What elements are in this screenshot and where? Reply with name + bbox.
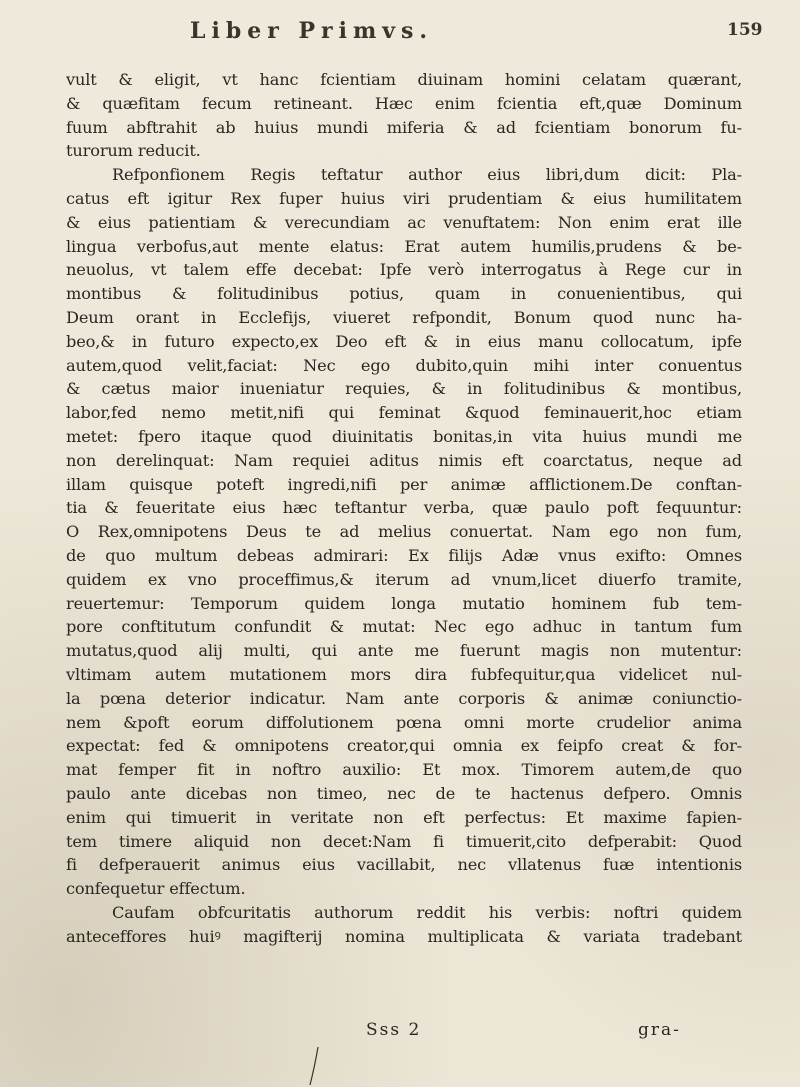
text-line: lingua verbofus,aut mente elatus: Erat autem humilis,prudens & be- (66, 236, 742, 256)
text-line: mat femper fit in noftro auxilio: Et mox. Timorem autem,de quo (66, 760, 742, 780)
text-line: vult & eligit, vt hanc fcientiam diuinam homini celatam quærant, (66, 70, 742, 89)
running-head: Liber Primvs. (190, 18, 434, 44)
text-line: non derelinquat: Nam requiei aditus nimis eft coarctatus, neque ad (66, 450, 742, 470)
text-line: Deum orant in Ecclefijs, viueret refpondit, Bonum quod nunc ha- (66, 307, 742, 327)
text-line: tem timere aliquid non decet:Nam fi timuerit,cito defperabit: Quod (66, 831, 742, 851)
catchword: gra- (638, 1020, 681, 1040)
text-line: fi defperauerit animus eius vacillabit, nec vllatenus fuæ intentionis (66, 855, 742, 875)
text-line: illam quisque poteft ingredi,nifi per animæ afflictionem.De conftan- (66, 474, 742, 494)
body-text (66, 68, 742, 948)
text-line: expectat: fed & omnipotens creator,qui omnia ex feipfo creat & for- (66, 736, 742, 756)
text-line: pore conftitutum confundit & mutat: Nec ego adhuc in tantum fum (66, 617, 742, 637)
text-line: quidem ex vno proceffimus,& iterum ad vnum,licet diuerfo tramite, (66, 569, 742, 589)
text-line: tia & feueritate eius hæc teftantur verba, quæ paulo poft fequuntur: (66, 498, 742, 518)
text-line: & cætus maior inueniatur requies, & in folitudinibus & montibus, (66, 379, 742, 399)
text-line: metet: fpero itaque quod diuinitatis bonitas,in vita huius mundi me (66, 426, 742, 446)
text-line: enim qui timuerit in veritate non eft perfectus: Et maxime fapien- (66, 807, 742, 827)
text-line: confequetur effectum. (66, 879, 246, 899)
text-line: beo,& in futuro expecto,ex Deo eft & in eius manu collocatum, ipfe (66, 331, 742, 351)
text-line: anteceffores huiꝰ magifterij nomina multiplicata & variata tradebant (66, 926, 742, 946)
text-line: turorum reducit. (66, 141, 201, 161)
text-line: la pœna deterior indicatur. Nam ante corporis & animæ coniunctio- (66, 688, 742, 708)
text-line: mutatus,quod alij multi, qui ante me fuerunt magis non mutentur: (66, 641, 742, 661)
text-line: catus eft igitur Rex fuper huius viri prudentiam & eius humilitatem (66, 188, 742, 208)
ink-stroke-icon (300, 1045, 330, 1087)
text-line: & eius patientiam & verecundiam ac venuftatem: Non enim erat ille (66, 212, 742, 232)
text-line: reuertemur: Temporum quidem longa mutatio hominem fub tem- (66, 593, 742, 613)
text-line: paulo ante dicebas non timeo, nec de te hactenus defpero. Omnis (66, 783, 742, 803)
text-line: autem,quod velit,faciat: Nec ego dubito,quin mihi inter conuentus (66, 355, 742, 375)
text-line: nem &poft eorum diffolutionem pœna omni morte crudelior anima (66, 712, 742, 732)
text-line: vltimam autem mutationem mors dira fubfequitur,qua videlicet nul- (66, 664, 742, 684)
text-line: & quæfitam fecum retineant. Hæc enim fcientia eft,quæ Dominum (66, 93, 742, 113)
text-line: O Rex,omnipotens Deus te ad melius conuertat. Nam ego non fum, (66, 522, 742, 542)
text-line: fuum abftrahit ab huius mundi miferia & ad fcientiam bonorum fu- (66, 117, 742, 137)
text-line: Refponfionem Regis teftatur author eius libri,dum dicit: Pla- (112, 165, 742, 185)
text-line: de quo multum debeas admirari: Ex filijs Adæ vnus exifto: Omnes (66, 545, 742, 565)
text-line: labor,fed nemo metit,nifi qui feminat &quod feminauerit,hoc etiam (66, 403, 742, 423)
text-line: Caufam obfcuritatis authorum reddit his verbis: noftri quidem (112, 902, 742, 922)
text-line: montibus & folitudinibus potius, quam in conuenientibus, qui (66, 284, 742, 304)
page-header (0, 0, 800, 60)
page-number: 159 (727, 20, 763, 40)
text-line: neuolus, vt talem effe decebat: Ipfe verò interrogatus à Rege cur in (66, 260, 742, 280)
signature-mark: Sss 2 (366, 1020, 422, 1040)
